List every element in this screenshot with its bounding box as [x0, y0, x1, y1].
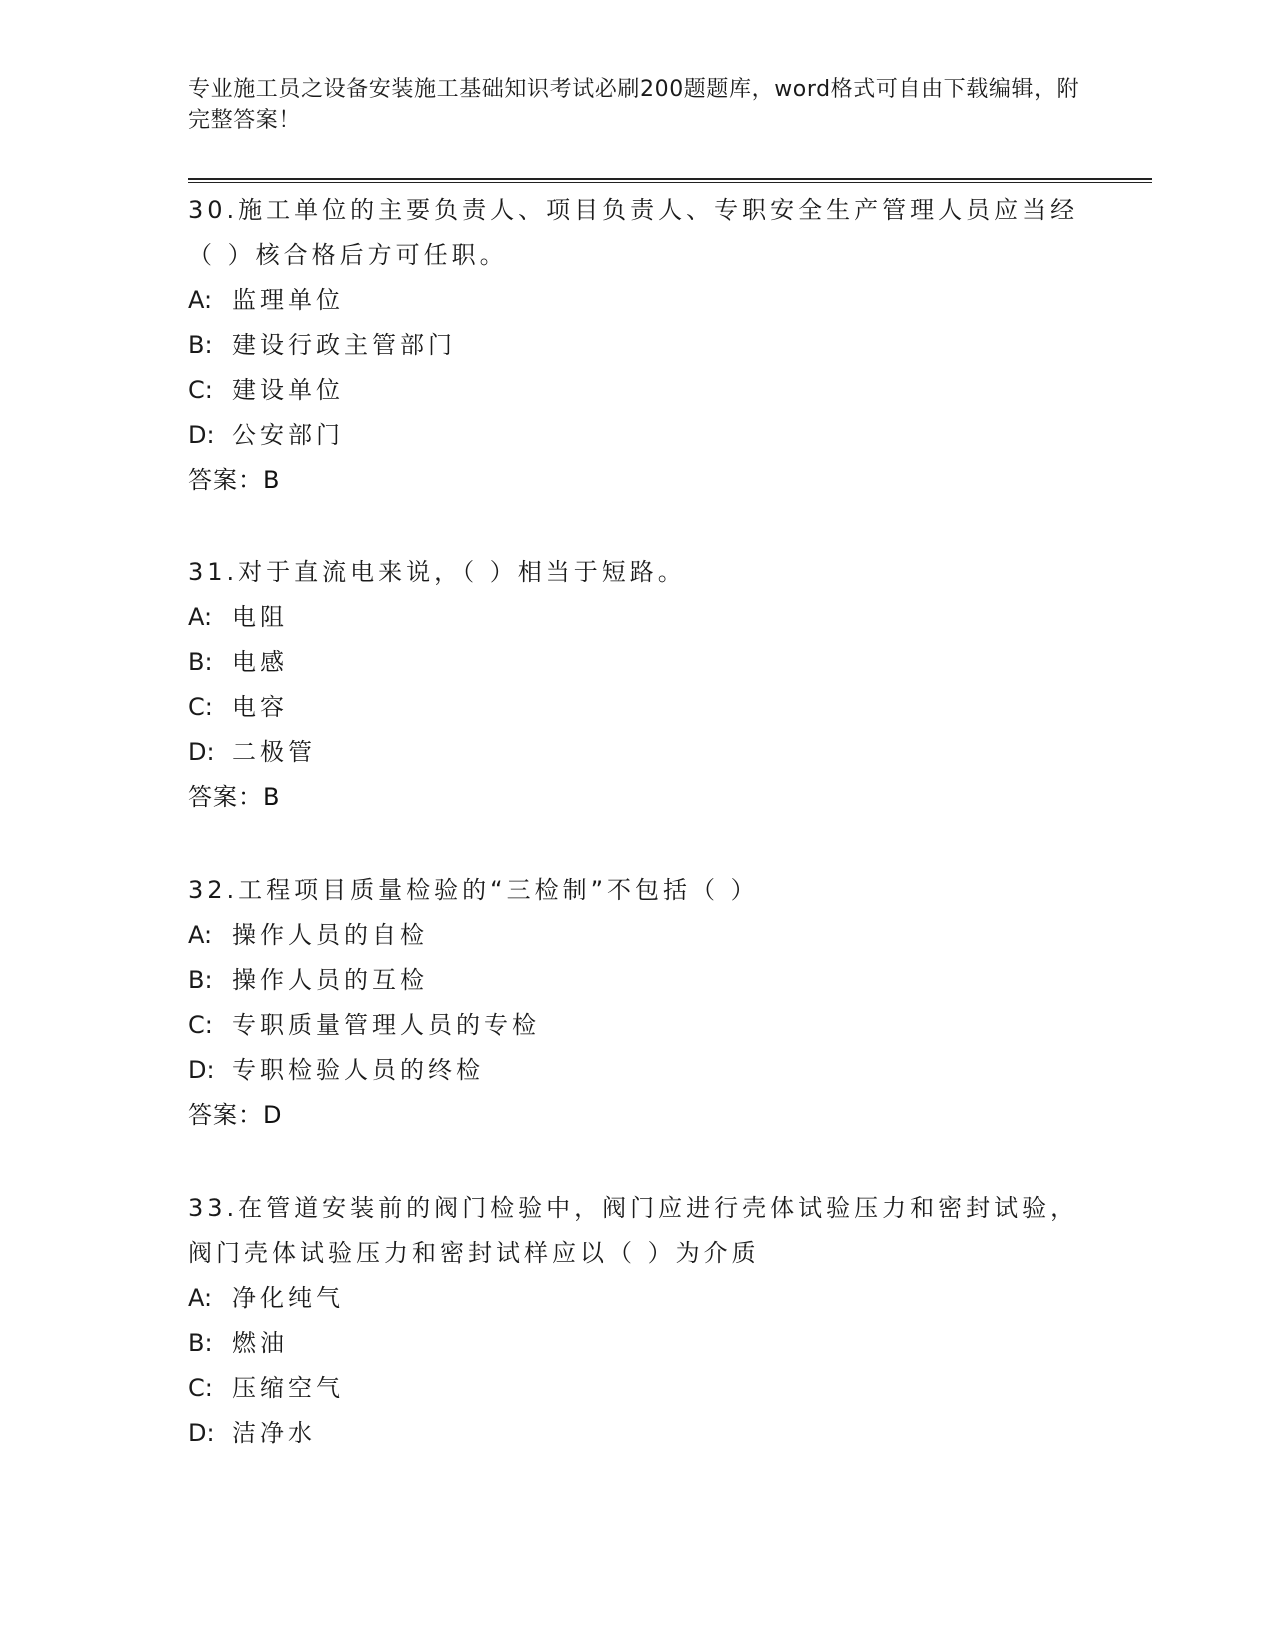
answer-label: 答案：B	[188, 466, 281, 494]
option-a	[188, 913, 1088, 958]
option-b	[188, 640, 1088, 685]
option-letter: D:	[188, 1056, 215, 1084]
option-letter: B:	[188, 648, 213, 676]
option-letter: D:	[188, 1419, 215, 1447]
option-a	[188, 278, 1088, 323]
option-c	[188, 685, 1088, 730]
option-text: 专职检验人员的终检	[232, 1056, 484, 1084]
option-letter: B:	[188, 331, 213, 359]
question-stem: 33.在管道安装前的阀门检验中，阀门应进行壳体试验压力和密封试验，阀门壳体试验压力和密封试样应以（ ）为介质	[188, 1194, 1079, 1267]
option-text: 建设单位	[232, 376, 344, 404]
option-a	[188, 1276, 1088, 1321]
option-b	[188, 1321, 1088, 1366]
option-text: 电阻	[232, 603, 288, 631]
option-text: 操作人员的互检	[232, 966, 428, 994]
option-letter: B:	[188, 1329, 213, 1357]
option-letter: A:	[188, 921, 213, 949]
option-text: 压缩空气	[232, 1374, 344, 1402]
option-text: 专职质量管理人员的专检	[232, 1011, 540, 1039]
answer-label: 答案：D	[188, 1101, 283, 1129]
option-text: 电容	[232, 693, 288, 721]
option-c	[188, 1003, 1088, 1048]
option-letter: D:	[188, 421, 215, 449]
question-32	[188, 868, 1088, 1138]
option-letter: A:	[188, 603, 213, 631]
question-33	[188, 1186, 1088, 1456]
question-stem: 32.工程项目质量检验的“三检制”不包括（ ）	[188, 876, 759, 904]
option-d	[188, 730, 1088, 775]
option-b	[188, 958, 1088, 1003]
option-letter: A:	[188, 1284, 213, 1312]
option-letter: A:	[188, 286, 213, 314]
answer-label: 答案：B	[188, 783, 281, 811]
question-stem: 31.对于直流电来说，（ ）相当于短路。	[188, 558, 686, 586]
option-b	[188, 323, 1088, 368]
question-30	[188, 188, 1088, 503]
option-text: 燃油	[232, 1329, 288, 1357]
option-letter: C:	[188, 1011, 213, 1039]
option-d	[188, 1048, 1088, 1093]
option-text: 净化纯气	[232, 1284, 344, 1312]
option-c	[188, 1366, 1088, 1411]
option-letter: C:	[188, 1374, 213, 1402]
option-text: 监理单位	[232, 286, 344, 314]
option-c	[188, 368, 1088, 413]
option-letter: C:	[188, 376, 213, 404]
option-text: 电感	[232, 648, 288, 676]
option-letter: C:	[188, 693, 213, 721]
option-letter: D:	[188, 738, 215, 766]
option-a	[188, 595, 1088, 640]
header-divider	[188, 178, 1152, 183]
option-text: 二极管	[232, 738, 316, 766]
option-text: 公安部门	[232, 421, 344, 449]
document-title: 专业施工员之设备安装施工基础知识考试必刷200题题库，word格式可自由下载编辑，附完整答案！	[188, 77, 1080, 133]
question-stem: 30.施工单位的主要负责人、项目负责人、专职安全生产管理人员应当经（ ）核合格后方可任职。	[188, 196, 1079, 269]
option-text: 操作人员的自检	[232, 921, 428, 949]
option-letter: B:	[188, 966, 213, 994]
option-d	[188, 1411, 1088, 1456]
option-text: 建设行政主管部门	[232, 331, 456, 359]
option-text: 洁净水	[232, 1419, 316, 1447]
question-31	[188, 550, 1088, 820]
option-d	[188, 413, 1088, 458]
